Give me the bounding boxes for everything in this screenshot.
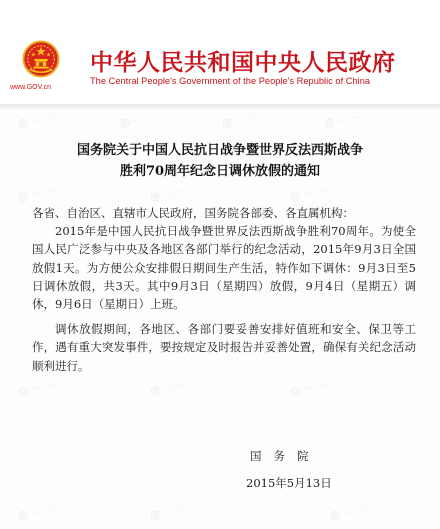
notice-paragraph-2: 调休放假期间，各地区、各部门要妥善安排好值班和安全、保卫等工作，遇有重大突发事件，要按规定及时报告并妥善处置，确保有关纪念活动顺利进行。 [32, 322, 416, 373]
watermark-decoration: ◎ ··· ··· [149, 184, 189, 204]
watermark-decoration: ◎ ··· ··· [149, 378, 189, 398]
watermark-decoration: ◎ ··· ··· [149, 502, 189, 522]
notice-title-line1: 国务院关于中国人民抗日战争暨世界反法西斯战争 [76, 143, 363, 158]
notice-title-line2: 胜利70周年纪念日调休放假的通知 [119, 164, 321, 179]
notice-salutation: 各省、自治区、直辖市人民政府，国务院各部委、各直属机构： [32, 206, 354, 220]
watermark-decoration: ◎ ··· ··· [221, 110, 261, 130]
site-name-en: The Central People's Government of the People's Republic of China [90, 76, 371, 86]
watermark-decoration: ◎ ··· ··· [323, 110, 363, 130]
watermark-decoration: ◎ ··· ··· [329, 502, 369, 522]
site-header [0, 0, 440, 104]
watermark-decoration: ◎ ··· ··· [17, 110, 57, 130]
watermark-decoration: ◎ ··· ··· [17, 378, 57, 398]
notice-paragraph-1: 2015年是中国人民抗日战争暨世界反法西斯战争胜利70周年。为使全国人民广泛参与中央及各地区各部门举行的纪念活动，2015年9月3日全国放假1天。为方便公众安排假日期间生产生活，特作如下调休：9月3日至5日调休放假，共3天。其中9月3日（星期四）放假，9月4日（星期五）调休，9月6日（星期日）上班。 [32, 224, 416, 312]
signature-date: 2015年5月13日 [246, 476, 332, 490]
watermark-decoration: ◎ ··· ··· [289, 378, 329, 398]
watermark-decoration: ◎ ··· ··· [119, 110, 159, 130]
national-emblem-icon [22, 40, 60, 78]
site-url: www.GOV.cn [10, 84, 51, 91]
notice-document [0, 109, 440, 529]
watermark-decoration: ◎ ··· ··· [17, 502, 57, 522]
signature-org: 国务院 [250, 449, 321, 463]
site-name-cn: 中华人民共和国中央人民政府 [90, 50, 396, 76]
watermark-decoration: ◎ ··· ··· [17, 184, 57, 204]
watermark-decoration: ◎ ··· ··· [289, 184, 329, 204]
